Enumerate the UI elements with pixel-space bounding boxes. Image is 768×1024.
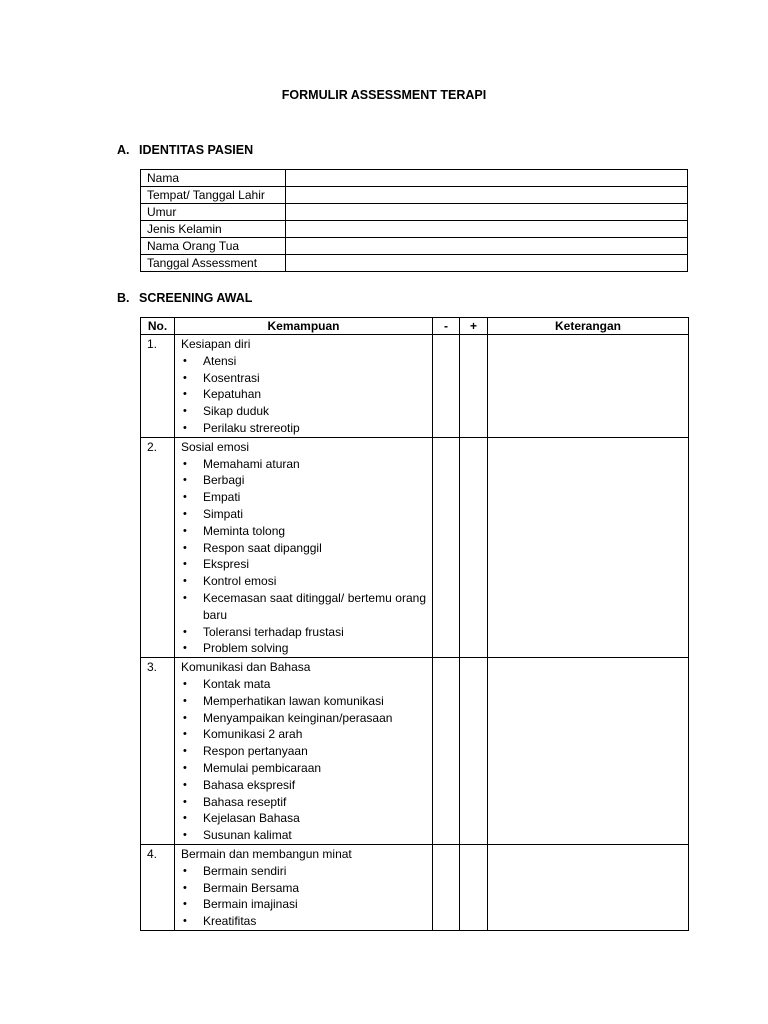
bullet-icon: • [183,812,187,825]
screening-item [181,863,426,880]
screening-item [181,710,426,727]
identity-field-label: Tanggal Assessment [141,255,286,272]
screening-row [141,844,689,930]
screening-item-label: Bermain Bersama [203,880,300,895]
screening-number: 3. [141,658,175,845]
bullet-icon: • [183,745,187,758]
screening-ability-cell [175,437,433,657]
screening-item [181,489,426,506]
bullet-icon: • [183,507,187,520]
screening-item-label: Menyampaikan keinginan/perasaan [203,710,393,725]
bullet-icon: • [183,915,187,928]
bullet-icon: • [183,421,187,434]
screening-item [181,760,426,777]
keterangan-cell[interactable] [488,658,689,845]
screening-ability-cell [175,844,433,930]
bullet-icon: • [183,829,187,842]
screening-item-label: Bahasa ekspresif [203,777,296,792]
bullet-icon: • [183,558,187,571]
identity-field-value[interactable] [286,238,688,255]
screening-item-list [181,353,426,437]
bullet-icon: • [183,898,187,911]
identity-row [141,255,688,272]
identity-field-value[interactable] [286,255,688,272]
identity-field-value[interactable] [286,187,688,204]
screening-item [181,573,426,590]
screening-number: 4. [141,844,175,930]
screening-item [181,353,426,370]
header-minus: - [433,318,460,335]
screening-item [181,676,426,693]
identity-field-label: Umur [141,204,286,221]
bullet-icon: • [183,575,187,588]
screening-item [181,726,426,743]
bullet-icon: • [183,642,187,655]
screening-item-label: Respon saat dipanggil [203,540,322,555]
bullet-icon: • [183,524,187,537]
screening-item [181,810,426,827]
screening-item [181,386,426,403]
screening-item [181,523,426,540]
section-a-heading [117,143,253,157]
section-a-letter: A. [117,143,130,157]
minus-check-cell[interactable] [433,437,460,657]
screening-item-label: Kontak mata [203,676,271,691]
screening-table [140,317,689,931]
screening-item-label: Ekspresi [203,557,250,572]
screening-item [181,556,426,573]
screening-item-label: Komunikasi 2 arah [203,727,303,742]
screening-item-label: Memahami aturan [203,456,300,471]
screening-item-label: Memulai pembicaraan [203,760,322,775]
bullet-icon: • [183,371,187,384]
screening-group-title: Bermain dan membangun minat [181,846,352,861]
screening-item-label: Sikap duduk [203,404,270,419]
section-b-heading [117,291,252,305]
screening-item [181,743,426,760]
bullet-icon: • [183,677,187,690]
identity-row [141,187,688,204]
screening-item [181,794,426,811]
screening-number: 2. [141,437,175,657]
screening-group-title: Kesiapan diri [181,337,251,351]
bullet-icon: • [183,881,187,894]
screening-item-list [181,676,426,844]
screening-item-label: Susunan kalimat [203,828,292,843]
section-a-title: IDENTITAS PASIEN [139,143,254,157]
identity-field-value[interactable] [286,204,688,221]
screening-item-list [181,456,426,658]
screening-item [181,827,426,844]
screening-item-label: Toleransi terhadap frustasi [203,624,344,639]
screening-item [181,693,426,710]
screening-item-label: Kecemasan saat ditinggal/ bertemu orang baru [203,590,426,622]
bullet-icon: • [183,491,187,504]
minus-check-cell[interactable] [433,658,460,845]
bullet-icon: • [183,778,187,791]
screening-item [181,913,426,930]
plus-check-cell[interactable] [460,335,488,438]
screening-number: 1. [141,335,175,438]
bullet-icon: • [183,541,187,554]
minus-check-cell[interactable] [433,844,460,930]
header-plus: + [460,318,488,335]
screening-item-label: Perilaku strereotip [203,420,300,435]
header-no: No. [141,318,175,335]
plus-check-cell[interactable] [460,844,488,930]
screening-item-label: Kosentrasi [203,370,260,385]
screening-item-label: Meminta tolong [203,523,286,538]
screening-item-label: Atensi [203,353,237,368]
screening-item-label: Kejelasan Bahasa [203,811,300,826]
screening-item-label: Bahasa reseptif [203,794,287,809]
identity-row [141,221,688,238]
screening-item [181,590,426,624]
screening-item [181,456,426,473]
screening-item-label: Bermain sendiri [203,863,287,878]
screening-item-list [181,863,426,930]
keterangan-cell[interactable] [488,844,689,930]
identity-field-value[interactable] [286,221,688,238]
screening-item-label: Kepatuhan [203,387,262,402]
screening-item [181,403,426,420]
minus-check-cell[interactable] [433,335,460,438]
plus-check-cell[interactable] [460,437,488,657]
identity-table [140,169,688,272]
screening-item [181,896,426,913]
identity-row [141,238,688,255]
bullet-icon: • [183,694,187,707]
screening-item [181,624,426,641]
screening-row [141,658,689,845]
keterangan-cell[interactable] [488,437,689,657]
screening-item [181,880,426,897]
bullet-icon: • [183,457,187,470]
screening-item-label: Kontrol emosi [203,574,277,589]
document-title: FORMULIR ASSESSMENT TERAPI [281,88,487,102]
bullet-icon: • [183,591,187,604]
section-b-letter: B. [117,291,130,305]
screening-item [181,540,426,557]
identity-field-label: Nama [141,170,286,187]
bullet-icon: • [183,354,187,367]
screening-item-label: Empati [203,490,241,505]
bullet-icon: • [183,864,187,877]
header-kemampuan: Kemampuan [175,318,433,335]
screening-row [141,437,689,657]
screening-item-label: Simpati [203,506,244,521]
identity-field-value[interactable] [286,170,688,187]
bullet-icon: • [183,388,187,401]
screening-group-title: Komunikasi dan Bahasa [181,660,311,675]
screening-group-title: Sosial emosi [181,439,250,454]
bullet-icon: • [183,474,187,487]
screening-ability-cell [175,658,433,845]
screening-item-label: Memperhatikan lawan komunikasi [203,693,384,708]
screening-item [181,777,426,794]
screening-item-label: Kreatifitas [203,914,257,929]
screening-item-label: Berbagi [203,473,245,488]
identity-row [141,204,688,221]
screening-item [181,472,426,489]
screening-item [181,506,426,523]
screening-item [181,640,426,657]
screening-ability-cell [175,335,433,438]
identity-field-label: Jenis Kelamin [141,221,286,238]
screening-item-label: Respon pertanyaan [203,744,308,759]
screening-item-label: Problem solving [203,641,289,656]
screening-header-row [141,318,689,335]
plus-check-cell[interactable] [460,658,488,845]
screening-row [141,335,689,438]
bullet-icon: • [183,761,187,774]
bullet-icon: • [183,625,187,638]
bullet-icon: • [183,711,187,724]
screening-item-label: Bermain imajinasi [203,897,298,912]
identity-row [141,170,688,187]
screening-item [181,370,426,387]
header-keterangan: Keterangan [488,318,689,335]
bullet-icon: • [183,405,187,418]
screening-item [181,420,426,437]
keterangan-cell[interactable] [488,335,689,438]
identity-field-label: Nama Orang Tua [141,238,286,255]
section-b-title: SCREENING AWAL [139,291,253,305]
bullet-icon: • [183,795,187,808]
identity-field-label: Tempat/ Tanggal Lahir [141,187,286,204]
bullet-icon: • [183,728,187,741]
